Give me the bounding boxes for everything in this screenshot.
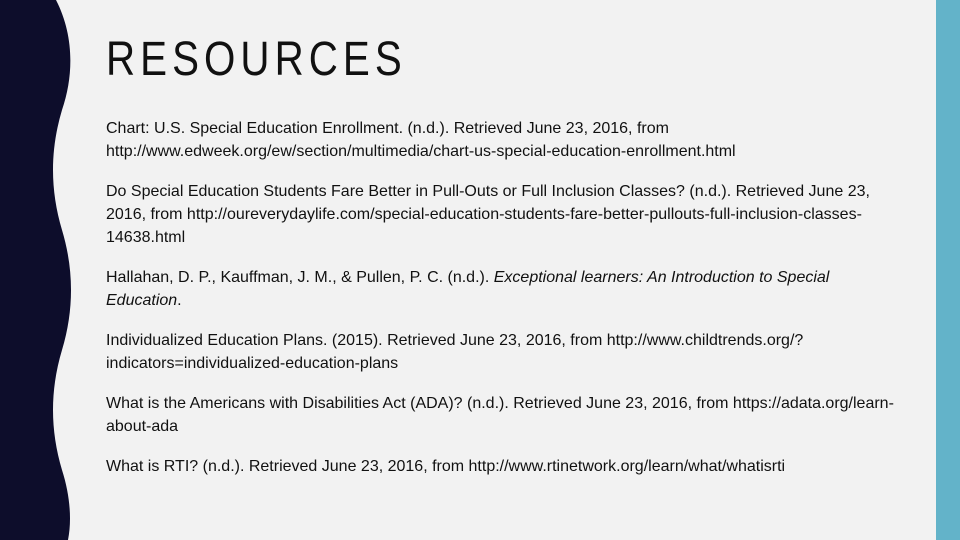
reference-item: Individualized Education Plans. (2015). Retrieved June 23, 2016, from http://www.childtrends.org/?indicators=individualized-education-plans xyxy=(106,332,804,372)
reference-authors: Hallahan, D. P., Kauffman, J. M., & Pullen, P. C. (n.d.). xyxy=(106,269,494,286)
reference-item: Do Special Education Students Fare Better in Pull-Outs or Full Inclusion Classes? (n.d.). Retrieved June 23, 2016, from http://oureverydaylife.com/special-education-students-fare-better-pullouts-full-inclusion-classes-14638.html xyxy=(106,183,870,246)
page-title: RESOURCES xyxy=(106,33,407,86)
reference-suffix: . xyxy=(177,292,182,309)
right-accent-bar xyxy=(936,0,960,540)
left-wavy-band xyxy=(0,0,80,540)
reference-item: Chart: U.S. Special Education Enrollment. (n.d.). Retrieved June 23, 2016, from http://www.edweek.org/ew/section/multimedia/chart-us-special-education-enrollment.html xyxy=(106,120,736,160)
reference-list xyxy=(106,117,906,495)
reference-item: What is RTI? (n.d.). Retrieved June 23, 2016, from http://www.rtinetwork.org/learn/what/whatisrti xyxy=(106,458,786,475)
reference-item: What is the Americans with Disabilities Act (ADA)? (n.d.). Retrieved June 23, 2016, from https://adata.org/learn-about-ada xyxy=(106,395,894,435)
reference-item xyxy=(106,266,906,312)
reference-book-title: Exceptional learners: An Introduction to Special Education xyxy=(106,269,830,309)
